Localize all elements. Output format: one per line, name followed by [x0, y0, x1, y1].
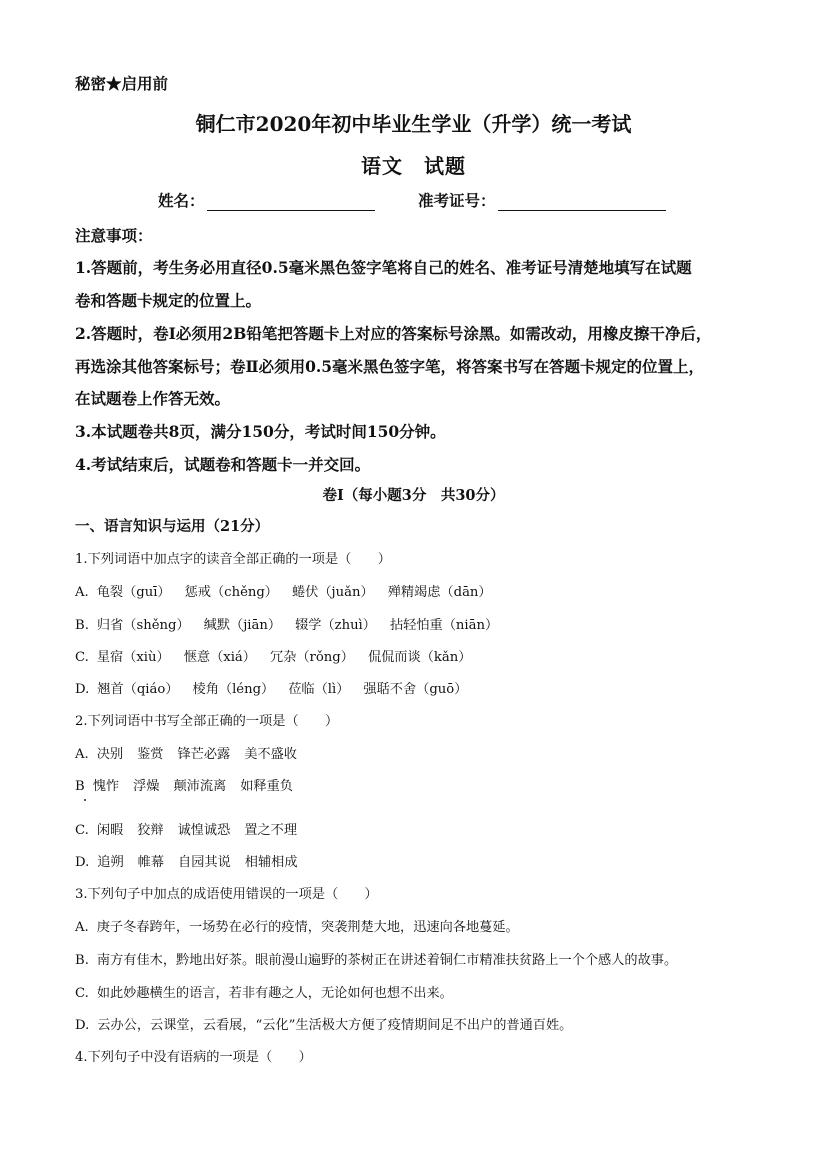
question-4-stem: 4.下列句子中没有语病的一项是（ ） [75, 1050, 312, 1065]
option-item: 拈轻怕重（niān） [389, 618, 499, 633]
question-1-option-d [75, 678, 481, 697]
option-item: 自园其说 [178, 855, 231, 870]
option-label: A. [75, 747, 89, 762]
option-item: 决别 [96, 747, 124, 762]
option-label: D. [75, 855, 90, 870]
notice-line: 卷和答题卡规定的位置上。 [75, 291, 262, 310]
option-label: D. [75, 682, 90, 697]
option-item: 帷幕 [137, 855, 165, 870]
option-item: 归省（shěng） [96, 618, 190, 633]
option-label: C. [75, 650, 89, 665]
option-item: 冗杂（rǒng） [270, 650, 354, 665]
option-item: 颠沛流离 [173, 779, 227, 794]
option-label: C. [75, 986, 89, 1001]
question-1-option-c [75, 646, 485, 665]
option-item: 棱角（léng） [192, 682, 275, 697]
option-item: 蜷伏（juǎn） [292, 585, 374, 600]
question-3-option-b [75, 949, 691, 968]
option-item: 狡辩 [137, 823, 164, 838]
option-item: 强聒不舍（guō） [363, 682, 468, 697]
notice-line: 4.考试结束后，试题卷和答题卡一并交回。 [75, 455, 371, 474]
option-label: B [75, 779, 85, 794]
option-text: 庚子冬春跨年，一场势在必行的疫情，突袭荆楚大地，迅速向各地蔓延。 [96, 920, 519, 935]
notice-line: 在试题卷上作答无效。 [75, 389, 231, 408]
option-item: 如释重负 [240, 779, 293, 794]
question-2-option-c [75, 819, 311, 838]
option-label: A. [75, 920, 89, 935]
option-text: 南方有佳木，黔地出好茶。眼前漫山遍野的茶树正在讲述着铜仁市精准扶贫路上一个个感人的故事。 [96, 953, 678, 968]
option-item: 置之不理 [244, 823, 298, 838]
option-item: 愧怍 [92, 779, 120, 794]
option-item: 浮燥 [133, 779, 160, 794]
question-2-option-a [75, 743, 311, 762]
option-item: 相辅相成 [244, 855, 298, 870]
option-item: 殚精竭虑（dān） [387, 585, 492, 600]
option-item: 星宿（xiù） [96, 650, 170, 665]
exam-subject: 语文 试题 [361, 154, 466, 178]
option-item: 缄默（jiān） [203, 618, 282, 633]
option-item: 追朔 [97, 855, 124, 870]
option-item: 惩戒（chěng） [184, 585, 278, 600]
question-3-option-c [75, 982, 467, 1001]
volume-title: 卷Ⅰ（每小题3分 共30分） [322, 487, 505, 504]
question-1-stem: 1.下列词语中加点字的读音全部正确的一项是（ ） [75, 552, 391, 567]
notice-line: 2.答题时，卷Ⅰ必须用2B铅笔把答题卡上对应的答案标号涂黑。如需改动，用橡皮擦干净后， [75, 324, 712, 343]
option-item: 翘首（qiáo） [97, 682, 179, 697]
notice-heading: 注意事项： [75, 226, 153, 245]
notice-line: 1.答题前，考生务必用直径0.5毫米黑色签字笔将自己的姓名、准考证号清楚地填写在试题 [75, 258, 692, 277]
question-2-stem: 2.下列词语中书写全部正确的一项是（ ） [75, 714, 339, 729]
option-item: 鉴赏 [137, 747, 164, 762]
name-label: 姓名： [158, 191, 205, 210]
question-2-option-d [75, 851, 312, 870]
stray-dot [84, 799, 86, 801]
id-field [418, 189, 666, 211]
option-item: 莅临（lì） [288, 682, 350, 697]
question-3-option-a [75, 916, 533, 935]
option-label: B. [75, 953, 89, 968]
option-item: 龟裂（guī） [96, 585, 171, 600]
option-item: 惬意（xiá） [183, 650, 256, 665]
option-item: 侃侃而谈（kǎn） [367, 650, 472, 665]
id-blank [498, 196, 666, 211]
option-text: 如此妙趣横生的语言，若非有趣之人，无论如何也想不出来。 [96, 986, 453, 1001]
notice-line: 再选涂其他答案标号；卷Ⅱ必须用0.5毫米黑色签字笔，将答案书写在答题卡规定的位置上， [75, 357, 705, 376]
exam-title: 铜仁市2020年初中毕业生学业（升学）统一考试 [195, 112, 632, 136]
option-label: B. [75, 618, 89, 633]
id-label: 准考证号： [418, 191, 496, 210]
option-item: 美不盛收 [244, 747, 297, 762]
question-1-option-a [75, 581, 506, 600]
option-item: 闲暇 [96, 823, 124, 838]
name-blank [207, 196, 375, 211]
notice-line: 3.本试题卷共8页，满分150分，考试时间150分钟。 [75, 422, 446, 441]
option-item: 诚惶诚恐 [177, 823, 231, 838]
option-item: 锋芒必露 [177, 747, 231, 762]
part-title: 一、语言知识与运用（21分） [75, 518, 270, 535]
option-label: A. [75, 585, 89, 600]
secret-mark: 秘密★启用前 [75, 74, 169, 93]
question-3-option-d [75, 1014, 586, 1033]
question-1-option-b [75, 614, 512, 633]
option-text: 云办公，云课堂，云看展，“云化”生活极大方便了疫情期间足不出户的普通百姓。 [97, 1018, 573, 1033]
option-label: C. [75, 823, 89, 838]
option-label: D. [75, 1018, 90, 1033]
question-2-option-b [75, 775, 307, 794]
question-3-stem: 3.下列句子中加点的成语使用错误的一项是（ ） [75, 887, 378, 902]
option-item: 辍学（zhuì） [295, 618, 376, 633]
name-field [158, 189, 375, 211]
